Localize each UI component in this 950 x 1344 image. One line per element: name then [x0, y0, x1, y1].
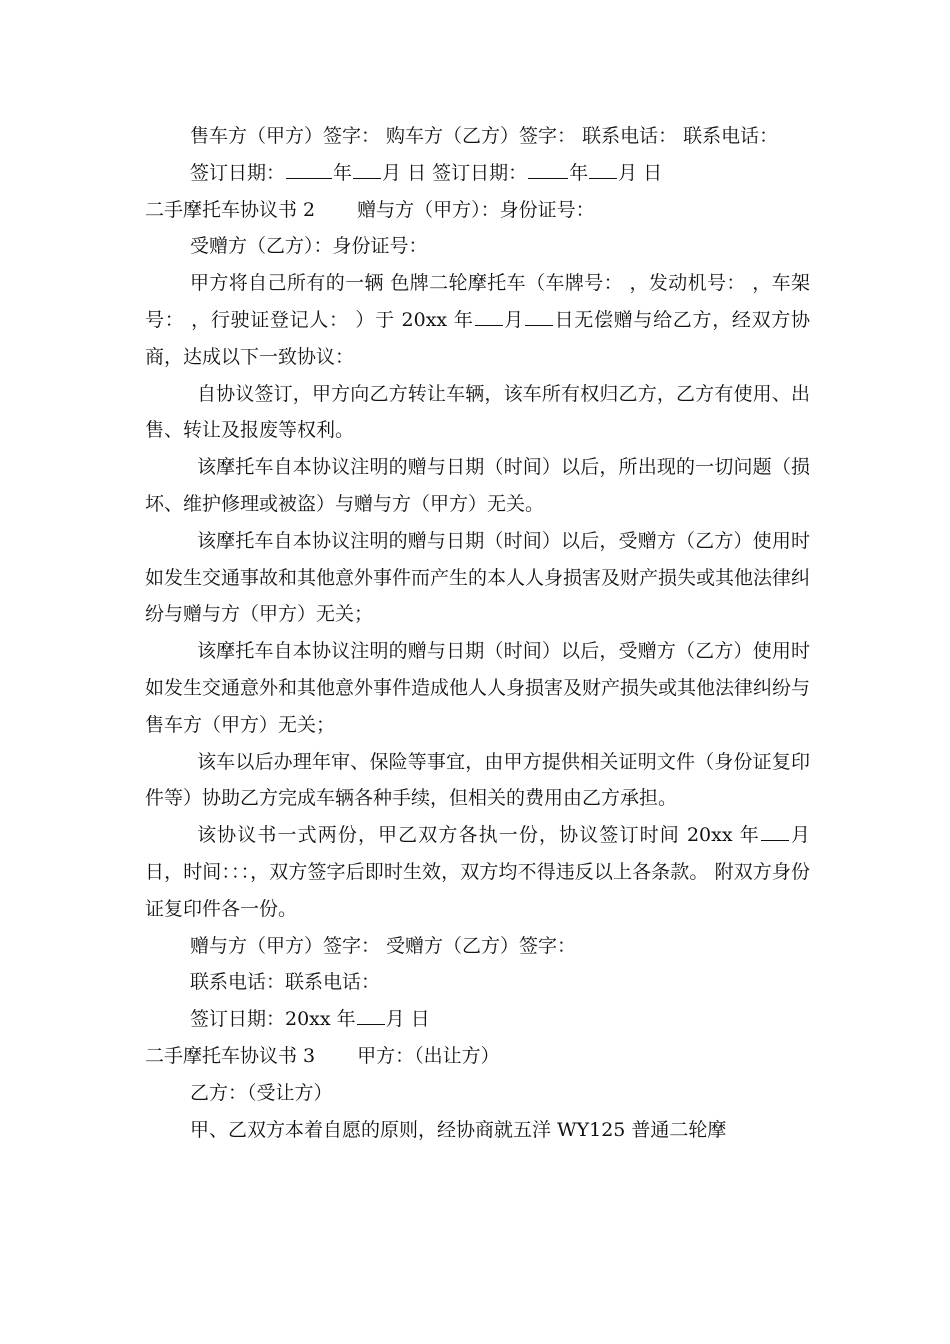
- paragraph-recipient: 受赠方（乙方）：身份证号：: [190, 235, 428, 258]
- clause-inspection-insurance: 该车以后办理年审、保险等事宜，由甲方提供相关证明文件（身份证复印件等）协助乙方完成车辆各种手续，但相关的费用由乙方承担。: [145, 750, 810, 810]
- paragraph-party-b: 乙方：（受让方）: [190, 1081, 333, 1104]
- paragraph-gift-statement: 甲方将自己所有的一辆 色牌二轮摩托车（车牌号： ，发动机号： ，车架号： ，行驶证登记人： ）于 20xx 年 月 日无偿赠与给乙方，经双方协商，达成以下一致协议：: [145, 272, 810, 368]
- paragraph-agreement-intro: 甲、乙双方本着自愿的原则，经协商就五洋 WY125 普通二轮摩: [190, 1118, 727, 1141]
- clause-liability-self-injury: 该摩托车自本协议注明的赠与日期（时间）以后，受赠方（乙方）使用时如发生交通事故和其他意外事件而产生的本人人身损害及财产损失或其他法律纠纷与赠与方（甲方）无关；: [145, 529, 811, 626]
- blank-month: [357, 1005, 385, 1025]
- paragraph-signatures-seller-buyer: 售车方（甲方）签字： 购车方（乙方）签字： 联系电话： 联系电话：: [190, 125, 779, 147]
- section-heading-agreement-2: 二手摩托车协议书 2 赠与方（甲方）：身份证号：: [145, 198, 595, 221]
- blank-month: [475, 306, 503, 326]
- blank-day: [525, 306, 553, 326]
- blank-year: [528, 159, 568, 179]
- blank-month: [353, 159, 381, 179]
- paragraph-signing-date: 签订日期：20xx 年 月 日: [145, 1001, 810, 1038]
- paragraph-signing-dates: 签订日期： 年 月 日 签订日期： 年 月 日: [145, 155, 810, 192]
- document-body: [145, 118, 810, 1148]
- clause-ownership: 自协议签订，甲方向乙方转让车辆，该车所有权归乙方，乙方有使用、出售、转让及报废等权利。: [145, 382, 810, 442]
- clause-liability-damage: 该摩托车自本协议注明的赠与日期（时间）以后，所出现的一切问题（损坏、维护修理或被盗）与赠与方（甲方）无关。: [145, 456, 810, 515]
- clause-copies-effective: 该协议书一式两份，甲乙双方各执一份，协议签订时间 20xx 年 月日，时间：：：，双方签字后即时生效，双方均不得违反以上各条款。 附双方身份证复印件各一份。: [145, 817, 810, 927]
- blank-month: [589, 159, 617, 179]
- blank-month: [761, 821, 789, 841]
- clause-liability-third-party: 该摩托车自本协议注明的赠与日期（时间）以后，受赠方（乙方）使用时如发生交通意外和其他意外事件造成他人人身损害及财产损失或其他法律纠纷与售车方（甲方）无关；: [145, 640, 811, 736]
- section-heading-agreement-3: 二手摩托车协议书 3 甲方：（出让方）: [145, 1044, 500, 1067]
- blank-year: [286, 159, 332, 179]
- section-title: 二手摩托车协议书 3: [145, 1044, 316, 1067]
- paragraph-signatures-donor-recipient: 赠与方（甲方）签字： 受赠方（乙方）签字：: [190, 934, 577, 957]
- section-title: 二手摩托车协议书 2: [145, 198, 316, 221]
- paragraph-contact-phones: 联系电话：联系电话：: [190, 971, 381, 994]
